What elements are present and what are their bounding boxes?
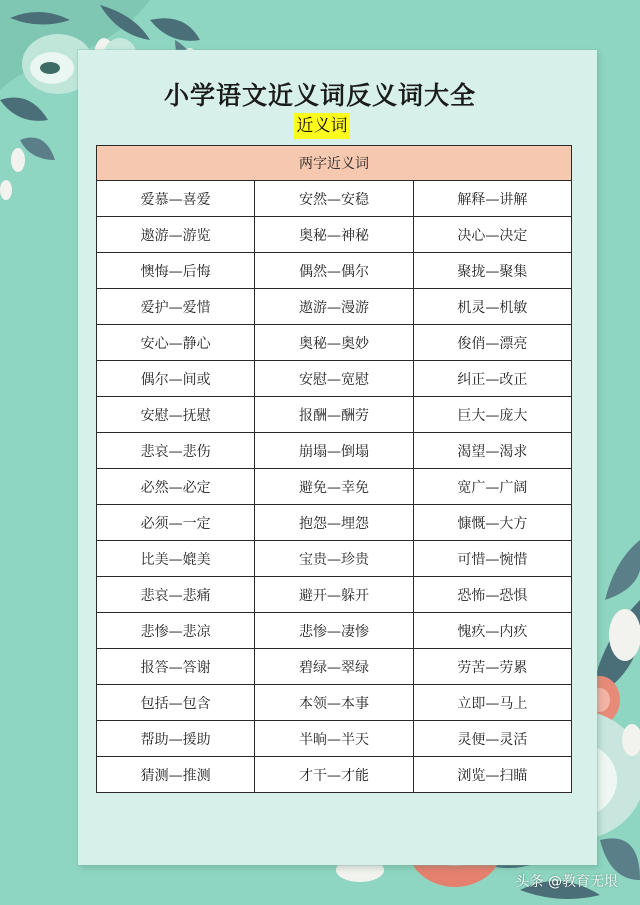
table-cell: 悲哀—悲痛 [97,577,255,613]
table-cell: 必须—一定 [97,505,255,541]
table-cell: 猜测—推测 [97,757,255,793]
table-cell: 机灵—机敏 [413,289,571,325]
table-row [97,253,572,289]
table-cell: 遨游—漫游 [255,289,413,325]
table-cell: 灵便—灵活 [413,721,571,757]
table-header: 两字近义词 [97,146,572,181]
table-cell: 浏览—扫瞄 [413,757,571,793]
table-row [97,325,572,361]
table-cell: 本领—本事 [255,685,413,721]
table-row [97,505,572,541]
table-cell: 安心—静心 [97,325,255,361]
table-cell: 劳苦—劳累 [413,649,571,685]
table-cell: 半晌—半天 [255,721,413,757]
table-cell: 才干—才能 [255,757,413,793]
table-cell: 避免—幸免 [255,469,413,505]
table-row [97,649,572,685]
table-cell: 必然—必定 [97,469,255,505]
table-cell: 悲哀—悲伤 [97,433,255,469]
table-cell: 宽广—广阔 [413,469,571,505]
table-cell: 安慰—抚慰 [97,397,255,433]
table-row [97,613,572,649]
table-row [97,361,572,397]
table-cell: 俊俏—漂亮 [413,325,571,361]
section-subtitle: 近义词 [294,113,350,139]
table-row [97,217,572,253]
table-cell: 解释—讲解 [413,181,571,217]
table-cell: 比美—媲美 [97,541,255,577]
table-cell: 安慰—宽慰 [255,361,413,397]
table-cell: 巨大—庞大 [413,397,571,433]
table-row [97,757,572,793]
table-cell: 帮助—援助 [97,721,255,757]
table-cell: 慷慨—大方 [413,505,571,541]
table-cell: 爱慕—喜爱 [97,181,255,217]
table-row [97,433,572,469]
table-cell: 崩塌—倒塌 [255,433,413,469]
table-cell: 爱护—爱惜 [97,289,255,325]
table-row [97,289,572,325]
table-cell: 包括—包含 [97,685,255,721]
table-body [97,181,572,793]
table-cell: 碧绿—翠绿 [255,649,413,685]
table-row [97,685,572,721]
table-cell: 恐怖—恐惧 [413,577,571,613]
table-cell: 避开—躲开 [255,577,413,613]
table-row [97,181,572,217]
table-cell: 奥秘—神秘 [255,217,413,253]
table-cell: 决心—决定 [413,217,571,253]
table-cell: 聚拢—聚集 [413,253,571,289]
table-cell: 愧疚—内疚 [413,613,571,649]
table-cell: 安然—安稳 [255,181,413,217]
table-cell: 宝贵—珍贵 [255,541,413,577]
table-row [97,541,572,577]
table-row [97,397,572,433]
table-cell: 遨游—游览 [97,217,255,253]
table-cell: 渴望—渴求 [413,433,571,469]
synonym-table [96,145,572,793]
table-cell: 报答—答谢 [97,649,255,685]
watermark: 头条 @教育无垠 [515,874,618,890]
table-header-row [97,146,572,181]
table-cell: 抱怨—埋怨 [255,505,413,541]
table-row [97,469,572,505]
table-cell: 偶然—偶尔 [255,253,413,289]
table-cell: 奥秘—奥妙 [255,325,413,361]
table-cell: 懊悔—后悔 [97,253,255,289]
table-cell: 悲惨—凄惨 [255,613,413,649]
table-cell: 纠正—改正 [413,361,571,397]
table-row [97,577,572,613]
table-cell: 偶尔—间或 [97,361,255,397]
table-cell: 报酬—酬劳 [255,397,413,433]
table-cell: 悲惨—悲凉 [97,613,255,649]
table-cell: 可惜—惋惜 [413,541,571,577]
table-cell: 立即—马上 [413,685,571,721]
table-row [97,721,572,757]
page-title: 小学语文近义词反义词大全 [163,81,476,110]
